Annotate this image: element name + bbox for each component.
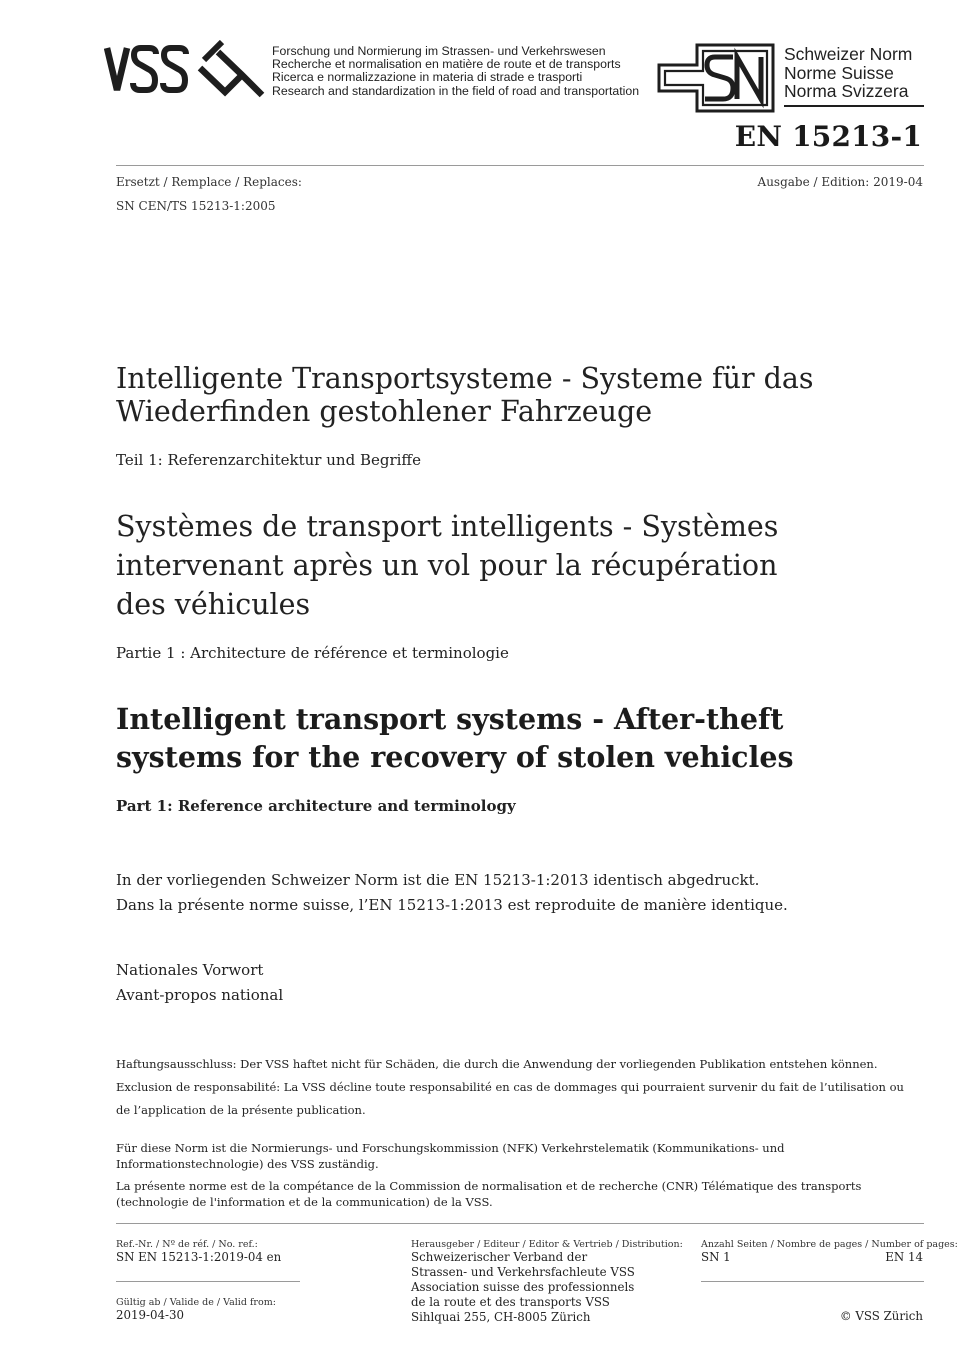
- disclaimer-fr-1: Exclusion de responsabilité: La VSS décline toute responsabilité en cas de dommages qui pourraient survenir du fait de l’utilisation ou: [116, 1080, 904, 1094]
- vss-tagline: [272, 45, 652, 98]
- publisher-line: Schweizerischer Verband der: [411, 1250, 588, 1264]
- identical-note-fr: Dans la présente norme suisse, l’EN 15213-1:2013 est reproduite de manière identique.: [116, 896, 788, 914]
- pages-sn: SN 1: [701, 1250, 731, 1264]
- vss-tagline-de: Forschung und Normierung im Strassen- und Verkehrswesen: [272, 44, 606, 58]
- vss-tagline-en: Research and standardization in the field of road and transportation: [272, 83, 640, 98]
- publisher-line: de la route et des transports VSS: [411, 1295, 610, 1309]
- vss-tagline-it: Ricerca e normalizzazione in materia di strade e trasporti: [272, 70, 583, 85]
- valid-value: 2019-04-30: [116, 1308, 185, 1322]
- sn-names: [784, 45, 929, 101]
- sn-logo: [657, 43, 782, 113]
- identical-note: [116, 868, 916, 918]
- header-divider: [116, 165, 924, 166]
- ref-value: SN EN 15213-1:2019-04 en: [116, 1250, 282, 1264]
- replaces-label: Ersetzt / Remplace / Replaces:: [116, 175, 302, 189]
- publisher-line: Sihlquai 255, CH-8005 Zürich: [411, 1310, 591, 1324]
- committee-fr: La présente norme est de la compétance de la Commission de normalisation et de recherche (CNR) Télématique des transports (technologie de l'information et de la communication) de la VSS.: [116, 1179, 862, 1209]
- identical-note-de: In der vorliegenden Schweizer Norm ist die EN 15213-1:2013 identisch abgedruckt.: [116, 871, 760, 889]
- swiss-cross-sn-icon: [657, 43, 782, 113]
- foreword-fr: Avant-propos national: [116, 986, 284, 1004]
- ref-label: Ref.-Nr. / Nº de réf. / No. ref.:: [116, 1239, 258, 1250]
- footer-divider: [116, 1223, 924, 1224]
- pages-divider: [701, 1281, 924, 1282]
- subtitle-fr: Partie 1 : Architecture de référence et terminologie: [116, 644, 509, 662]
- subtitle-en: Part 1: Reference architecture and terminology: [116, 797, 516, 815]
- foreword-de: Nationales Vorwort: [116, 961, 264, 979]
- title-de: Intelligente Transportsysteme - Systeme für das Wiederfinden gestohlener Fahrzeuge: [116, 362, 814, 428]
- copyright: © VSS Zürich: [839, 1309, 923, 1323]
- national-foreword: [116, 958, 283, 1008]
- sn-name-it: Norma Svizzera: [784, 81, 909, 101]
- disclaimer-de: Haftungsausschluss: Der VSS haftet nicht für Schäden, die durch die Anwendung der vorliegenden Publikation entstehen können.: [116, 1057, 878, 1071]
- committee-de: Für diese Norm ist die Normierungs- und Forschungskommission (NFK) Verkehrstelematik (Kommunikations- und Informationstechnologie) des VSS zuständig.: [116, 1141, 785, 1171]
- vss-tagline-fr: Recherche et normalisation en matière de route et de transports: [272, 57, 621, 72]
- valid-label: Gültig ab / Valide de / Valid from:: [116, 1297, 276, 1308]
- disclaimer: [116, 1053, 926, 1122]
- ref-divider: [116, 1281, 300, 1282]
- disclaimer-fr-2: de l’application de la présente publication.: [116, 1103, 366, 1117]
- title-block-en: [116, 700, 896, 776]
- publisher-line: Association suisse des professionnels: [411, 1280, 635, 1294]
- sn-name-de: Schweizer Norm: [784, 44, 913, 64]
- pages-en: EN 14: [885, 1250, 923, 1264]
- publisher-line: Strassen- und Verkehrsfachleute VSS: [411, 1265, 635, 1279]
- publisher-address: [411, 1250, 671, 1325]
- vss-logo-mark: [104, 40, 266, 100]
- sn-name-fr: Norme Suisse: [784, 62, 894, 83]
- subtitle-de: Teil 1: Referenzarchitektur und Begriffe: [116, 451, 421, 469]
- title-block-de: [116, 362, 816, 428]
- replaces-value: SN CEN/TS 15213-1:2005: [116, 199, 276, 213]
- title-fr: Systèmes de transport intelligents - Systèmes intervenant après un vol pour la récupération des véhicules: [116, 510, 779, 621]
- pages-label: Anzahl Seiten / Nombre de pages / Number of pages:: [701, 1239, 958, 1250]
- vss-logo: [104, 40, 266, 100]
- edition-label: Ausgabe / Edition: 2019-04: [757, 175, 923, 189]
- title-block-fr: [116, 507, 836, 624]
- publisher-label: Herausgeber / Editeur / Editor & Vertrieb / Distribution:: [411, 1239, 683, 1250]
- sn-underline: [784, 105, 924, 107]
- document-number: EN 15213-1: [734, 120, 922, 153]
- title-en: Intelligent transport systems - After-theft systems for the recovery of stolen vehicles: [116, 702, 794, 774]
